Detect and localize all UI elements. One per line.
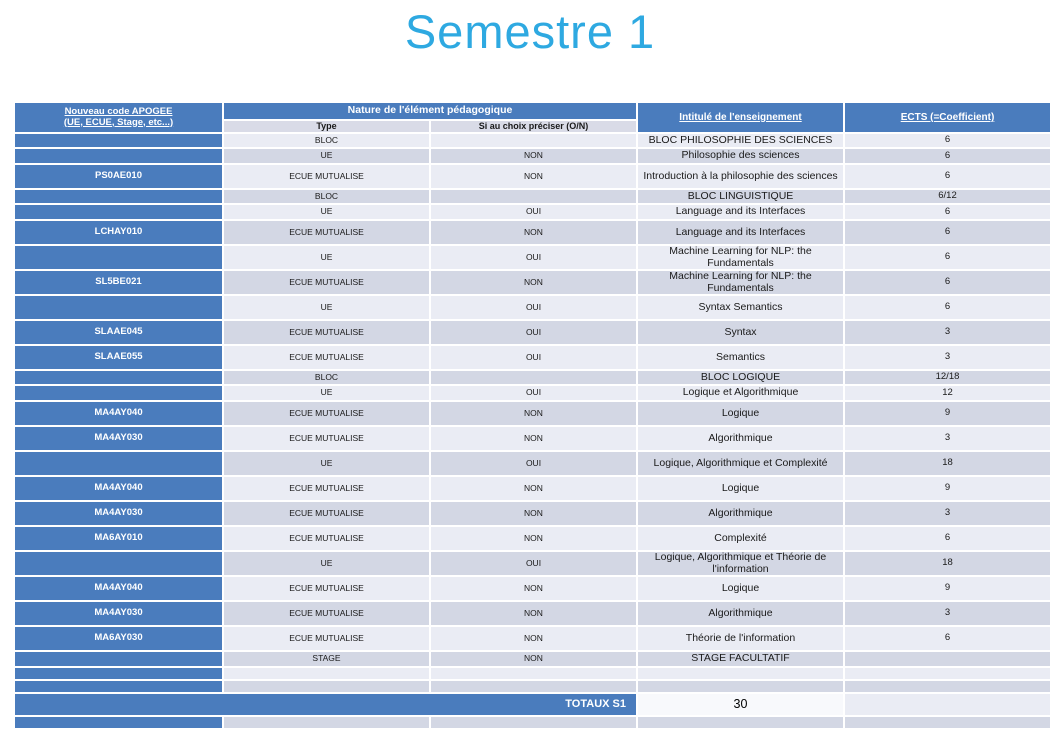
ects-cell: 3 — [845, 427, 1050, 450]
type-cell: ECUE MUTUALISE — [224, 577, 429, 600]
type-cell: UE — [224, 205, 429, 219]
type-cell: BLOC — [224, 134, 429, 147]
choice-cell: OUI — [431, 296, 636, 319]
code-cell — [15, 296, 222, 319]
title-cell: BLOC LINGUISTIQUE — [638, 190, 843, 203]
title-cell: Machine Learning for NLP: the Fundamentals — [638, 246, 843, 269]
code-cell — [15, 386, 222, 400]
header-choice: Si au choix préciser (O/N) — [431, 121, 636, 132]
title-cell: BLOC PHILOSOPHIE DES SCIENCES — [638, 134, 843, 147]
ects-cell — [845, 681, 1050, 692]
code-cell: SLAAE055 — [15, 346, 222, 369]
title-cell: Algorithmique — [638, 427, 843, 450]
ects-cell: 12/18 — [845, 371, 1050, 384]
header-type: Type — [224, 121, 429, 132]
title-cell: Logique, Algorithmique et Théorie de l'information — [638, 552, 843, 575]
ects-cell: 18 — [845, 552, 1050, 575]
title-cell: Logique et Algorithmique — [638, 386, 843, 400]
ects-cell: 6 — [845, 527, 1050, 550]
ects-cell: 6 — [845, 149, 1050, 163]
choice-cell: OUI — [431, 386, 636, 400]
choice-cell: OUI — [431, 452, 636, 475]
header-nature: Nature de l'élément pédagogique — [224, 103, 636, 119]
code-cell: PS0AE010 — [15, 165, 222, 188]
choice-cell: NON — [431, 602, 636, 625]
type-cell: STAGE — [224, 652, 429, 666]
choice-cell: NON — [431, 427, 636, 450]
title-cell: Logique — [638, 577, 843, 600]
title-cell: Semantics — [638, 346, 843, 369]
title-cell: Introduction à la philosophie des sciences — [638, 165, 843, 188]
ects-cell — [845, 668, 1050, 679]
ects-cell: 6 — [845, 205, 1050, 219]
code-cell — [15, 371, 222, 384]
code-cell — [15, 246, 222, 269]
choice-cell: OUI — [431, 205, 636, 219]
title-cell — [638, 717, 843, 728]
type-cell: ECUE MUTUALISE — [224, 502, 429, 525]
title-cell: Machine Learning for NLP: the Fundamentals — [638, 271, 843, 294]
type-cell: ECUE MUTUALISE — [224, 527, 429, 550]
total-value-cell: 30 — [638, 694, 843, 715]
title-cell: Algorithmique — [638, 502, 843, 525]
title-cell: Théorie de l'information — [638, 627, 843, 650]
code-cell — [15, 652, 222, 666]
choice-cell: NON — [431, 502, 636, 525]
ects-cell: 6 — [845, 271, 1050, 294]
type-cell — [224, 717, 429, 728]
ects-cell: 6 — [845, 221, 1050, 244]
code-cell: MA4AY030 — [15, 427, 222, 450]
type-cell: UE — [224, 552, 429, 575]
semester-table — [15, 103, 1050, 728]
code-cell: MA6AY010 — [15, 527, 222, 550]
title-cell: Logique — [638, 402, 843, 425]
ects-cell: 3 — [845, 502, 1050, 525]
ects-cell: 3 — [845, 602, 1050, 625]
header-code-line2: (UE, ECUE, Stage, etc...) — [63, 116, 174, 128]
code-cell: MA4AY040 — [15, 577, 222, 600]
code-cell: LCHAY010 — [15, 221, 222, 244]
type-cell: UE — [224, 386, 429, 400]
choice-cell: OUI — [431, 246, 636, 269]
title-cell: Language and its Interfaces — [638, 221, 843, 244]
type-cell: UE — [224, 246, 429, 269]
type-cell: ECUE MUTUALISE — [224, 346, 429, 369]
ects-cell — [845, 717, 1050, 728]
type-cell: ECUE MUTUALISE — [224, 477, 429, 500]
code-cell — [15, 205, 222, 219]
ects-cell: 6 — [845, 246, 1050, 269]
type-cell: ECUE MUTUALISE — [224, 402, 429, 425]
type-cell: UE — [224, 452, 429, 475]
type-cell: UE — [224, 149, 429, 163]
choice-cell — [431, 681, 636, 692]
code-cell — [15, 668, 222, 679]
ects-cell: 6 — [845, 165, 1050, 188]
type-cell — [224, 668, 429, 679]
ects-cell: 3 — [845, 321, 1050, 344]
ects-cell — [845, 652, 1050, 666]
title-cell: Logique, Algorithmique et Complexité — [638, 452, 843, 475]
code-cell — [15, 190, 222, 203]
type-cell: ECUE MUTUALISE — [224, 271, 429, 294]
choice-cell: NON — [431, 477, 636, 500]
choice-cell: NON — [431, 577, 636, 600]
header-course-title: Intitulé de l'enseignement — [638, 103, 843, 132]
title-cell: Logique — [638, 477, 843, 500]
type-cell: ECUE MUTUALISE — [224, 427, 429, 450]
choice-cell — [431, 717, 636, 728]
header-code-line1: Nouveau code APOGEE — [64, 106, 173, 118]
type-cell: ECUE MUTUALISE — [224, 221, 429, 244]
title-cell: BLOC LOGIQUE — [638, 371, 843, 384]
code-cell — [15, 717, 222, 728]
choice-cell: NON — [431, 221, 636, 244]
title-cell: Syntax Semantics — [638, 296, 843, 319]
code-cell: SLAAE045 — [15, 321, 222, 344]
page-title: Semestre 1 — [404, 5, 656, 58]
ects-cell: 18 — [845, 452, 1050, 475]
choice-cell: NON — [431, 149, 636, 163]
choice-cell: NON — [431, 652, 636, 666]
ects-cell: 12 — [845, 386, 1050, 400]
choice-cell: OUI — [431, 552, 636, 575]
choice-cell — [431, 190, 636, 203]
type-cell: BLOC — [224, 190, 429, 203]
choice-cell: OUI — [431, 321, 636, 344]
code-cell — [15, 149, 222, 163]
choice-cell: NON — [431, 271, 636, 294]
code-cell: SL5BE021 — [15, 271, 222, 294]
choice-cell — [431, 371, 636, 384]
code-cell: MA4AY030 — [15, 502, 222, 525]
code-cell: MA4AY040 — [15, 477, 222, 500]
code-cell: MA4AY040 — [15, 402, 222, 425]
code-cell: MA4AY030 — [15, 602, 222, 625]
choice-cell: OUI — [431, 346, 636, 369]
choice-cell: NON — [431, 402, 636, 425]
title-cell: STAGE FACULTATIF — [638, 652, 843, 666]
title-cell: Syntax — [638, 321, 843, 344]
ects-cell: 6 — [845, 134, 1050, 147]
title-cell: Philosophie des sciences — [638, 149, 843, 163]
total-label-cell: TOTAUX S1 — [15, 694, 636, 715]
header-code-column — [15, 103, 222, 132]
choice-cell: NON — [431, 527, 636, 550]
type-cell: ECUE MUTUALISE — [224, 321, 429, 344]
code-cell — [15, 681, 222, 692]
title-cell: Algorithmique — [638, 602, 843, 625]
code-cell: MA6AY030 — [15, 627, 222, 650]
type-cell — [224, 681, 429, 692]
choice-cell: NON — [431, 627, 636, 650]
type-cell: BLOC — [224, 371, 429, 384]
ects-cell: 9 — [845, 477, 1050, 500]
ects-cell: 6 — [845, 296, 1050, 319]
choice-cell — [431, 668, 636, 679]
code-cell — [15, 134, 222, 147]
type-cell: ECUE MUTUALISE — [224, 602, 429, 625]
header-ects: ECTS (=Coefficient) — [845, 103, 1050, 132]
ects-cell: 6/12 — [845, 190, 1050, 203]
title-cell — [638, 681, 843, 692]
type-cell: UE — [224, 296, 429, 319]
title-cell: Language and its Interfaces — [638, 205, 843, 219]
ects-cell: 6 — [845, 627, 1050, 650]
ects-cell: 3 — [845, 346, 1050, 369]
type-cell: ECUE MUTUALISE — [224, 165, 429, 188]
ects-cell: 9 — [845, 402, 1050, 425]
choice-cell: NON — [431, 165, 636, 188]
type-cell: ECUE MUTUALISE — [224, 627, 429, 650]
title-cell: Complexité — [638, 527, 843, 550]
code-cell — [15, 452, 222, 475]
ects-cell: 9 — [845, 577, 1050, 600]
code-cell — [15, 552, 222, 575]
choice-cell — [431, 134, 636, 147]
title-cell — [638, 668, 843, 679]
ects-cell — [845, 694, 1050, 715]
